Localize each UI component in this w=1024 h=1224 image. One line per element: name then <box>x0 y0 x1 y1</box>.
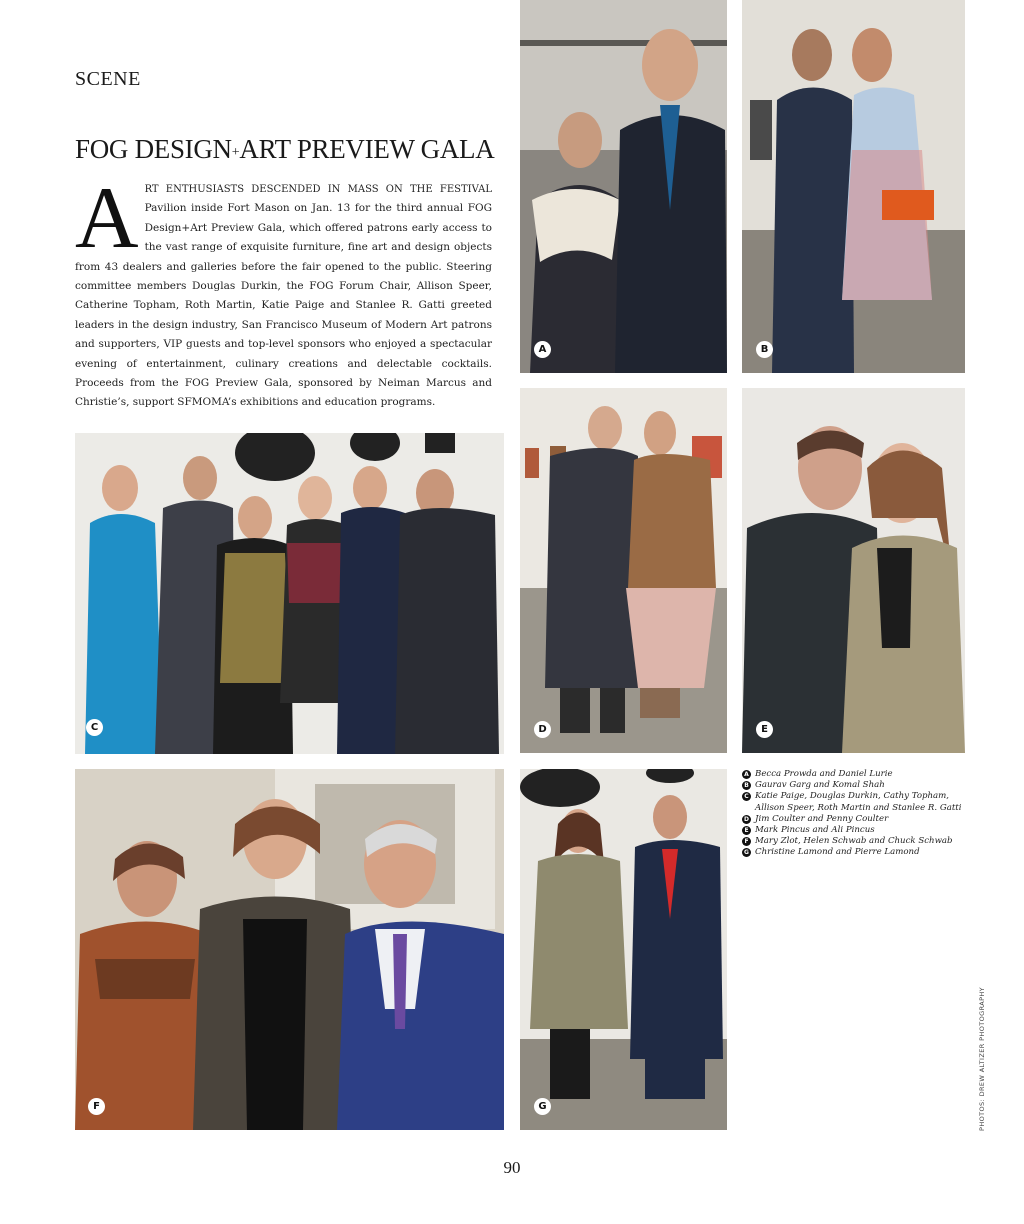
caption-c <box>742 791 962 813</box>
article-headline <box>75 134 505 165</box>
photo-d <box>520 388 727 753</box>
photo-b <box>742 0 965 373</box>
caption-g <box>742 847 962 858</box>
caption-d <box>742 814 962 825</box>
photo-a <box>520 0 727 373</box>
article-body <box>75 170 492 413</box>
caption-letter-e: E <box>742 826 751 835</box>
caption-text-c: Katie Paige, Douglas Durkin, Cathy Topham, Allison Speer, Roth Martin and Stanlee R. Gatti <box>755 791 962 813</box>
headline-part-1: FOG DESIGN <box>75 134 232 164</box>
photo-label-a: A <box>534 341 551 358</box>
drop-cap: A <box>75 170 139 267</box>
photo-label-e: E <box>756 721 773 738</box>
body-copy: Pavilion inside Fort Mason on Jan. 13 for the third annual FOG Design+Art Preview Gala, which offered patrons early access to the vast range of exquisite furniture, fine art and design objects from 43 dealers and galleries before the fair opened to the public. Steering committee members Douglas Durkin, the FOG Forum Chair, Allison Speer, Catherine Topham, Roth Martin, Katie Paige and Stanlee R. Gatti greeted leaders in the design industry, San Francisco Museum of Modern Art patrons and supporters, VIP guests and top-level sponsors who enjoyed a spectacular evening of entertainment, culinary creations and delectable cocktails. Proceeds from the FOG Preview Gala, sponsored by Neiman Marcus and Christie’s, support SFMOMA’s exhibitions and education programs. <box>75 202 492 409</box>
lead-in-caps: RT ENTHUSIASTS DESCENDED IN MASS ON THE FESTIVAL <box>144 184 492 195</box>
caption-a <box>742 769 962 780</box>
caption-b <box>742 780 962 791</box>
page-number: 90 <box>503 1158 521 1177</box>
photo-e-image <box>742 388 965 753</box>
photo-g-image <box>520 769 727 1130</box>
caption-text-b: Gaurav Garg and Komal Shah <box>755 780 885 791</box>
caption-text-e: Mark Pincus and Ali Pincus <box>755 825 875 836</box>
photo-label-b: B <box>756 341 773 358</box>
caption-letter-a: A <box>742 770 751 779</box>
photo-g <box>520 769 727 1130</box>
caption-text-f: Mary Zlot, Helen Schwab and Chuck Schwab <box>755 836 953 847</box>
photo-b-image <box>742 0 965 373</box>
caption-letter-b: B <box>742 781 751 790</box>
caption-letter-c: C <box>742 792 751 801</box>
photo-e <box>742 388 965 753</box>
headline-part-2: ART PREVIEW GALA <box>239 134 495 164</box>
caption-text-a: Becca Prowda and Daniel Lurie <box>755 769 893 779</box>
photo-label-f: F <box>88 1098 105 1115</box>
caption-letter-d: D <box>742 815 751 824</box>
caption-text-g: Christine Lamond and Pierre Lamond <box>755 847 920 858</box>
photo-f-image <box>75 769 504 1130</box>
photo-c-image <box>75 433 504 754</box>
photo-label-c: C <box>86 719 103 736</box>
photo-credit: PHOTOS: DREW ALTIZER PHOTOGRAPHY <box>978 986 986 1131</box>
headline-plus: + <box>231 145 240 160</box>
caption-letter-f: F <box>742 837 751 846</box>
photo-a-image <box>520 0 727 373</box>
photo-captions <box>742 769 962 859</box>
caption-letter-g: G <box>742 848 751 857</box>
caption-text-d: Jim Coulter and Penny Coulter <box>755 813 889 824</box>
caption-f <box>742 836 962 847</box>
photo-label-g: G <box>534 1098 551 1115</box>
caption-e <box>742 825 962 836</box>
photo-f <box>75 769 504 1130</box>
section-label: SCENE <box>75 68 141 90</box>
photo-d-image <box>520 388 727 753</box>
photo-c <box>75 433 504 754</box>
photo-label-d: D <box>534 721 551 738</box>
